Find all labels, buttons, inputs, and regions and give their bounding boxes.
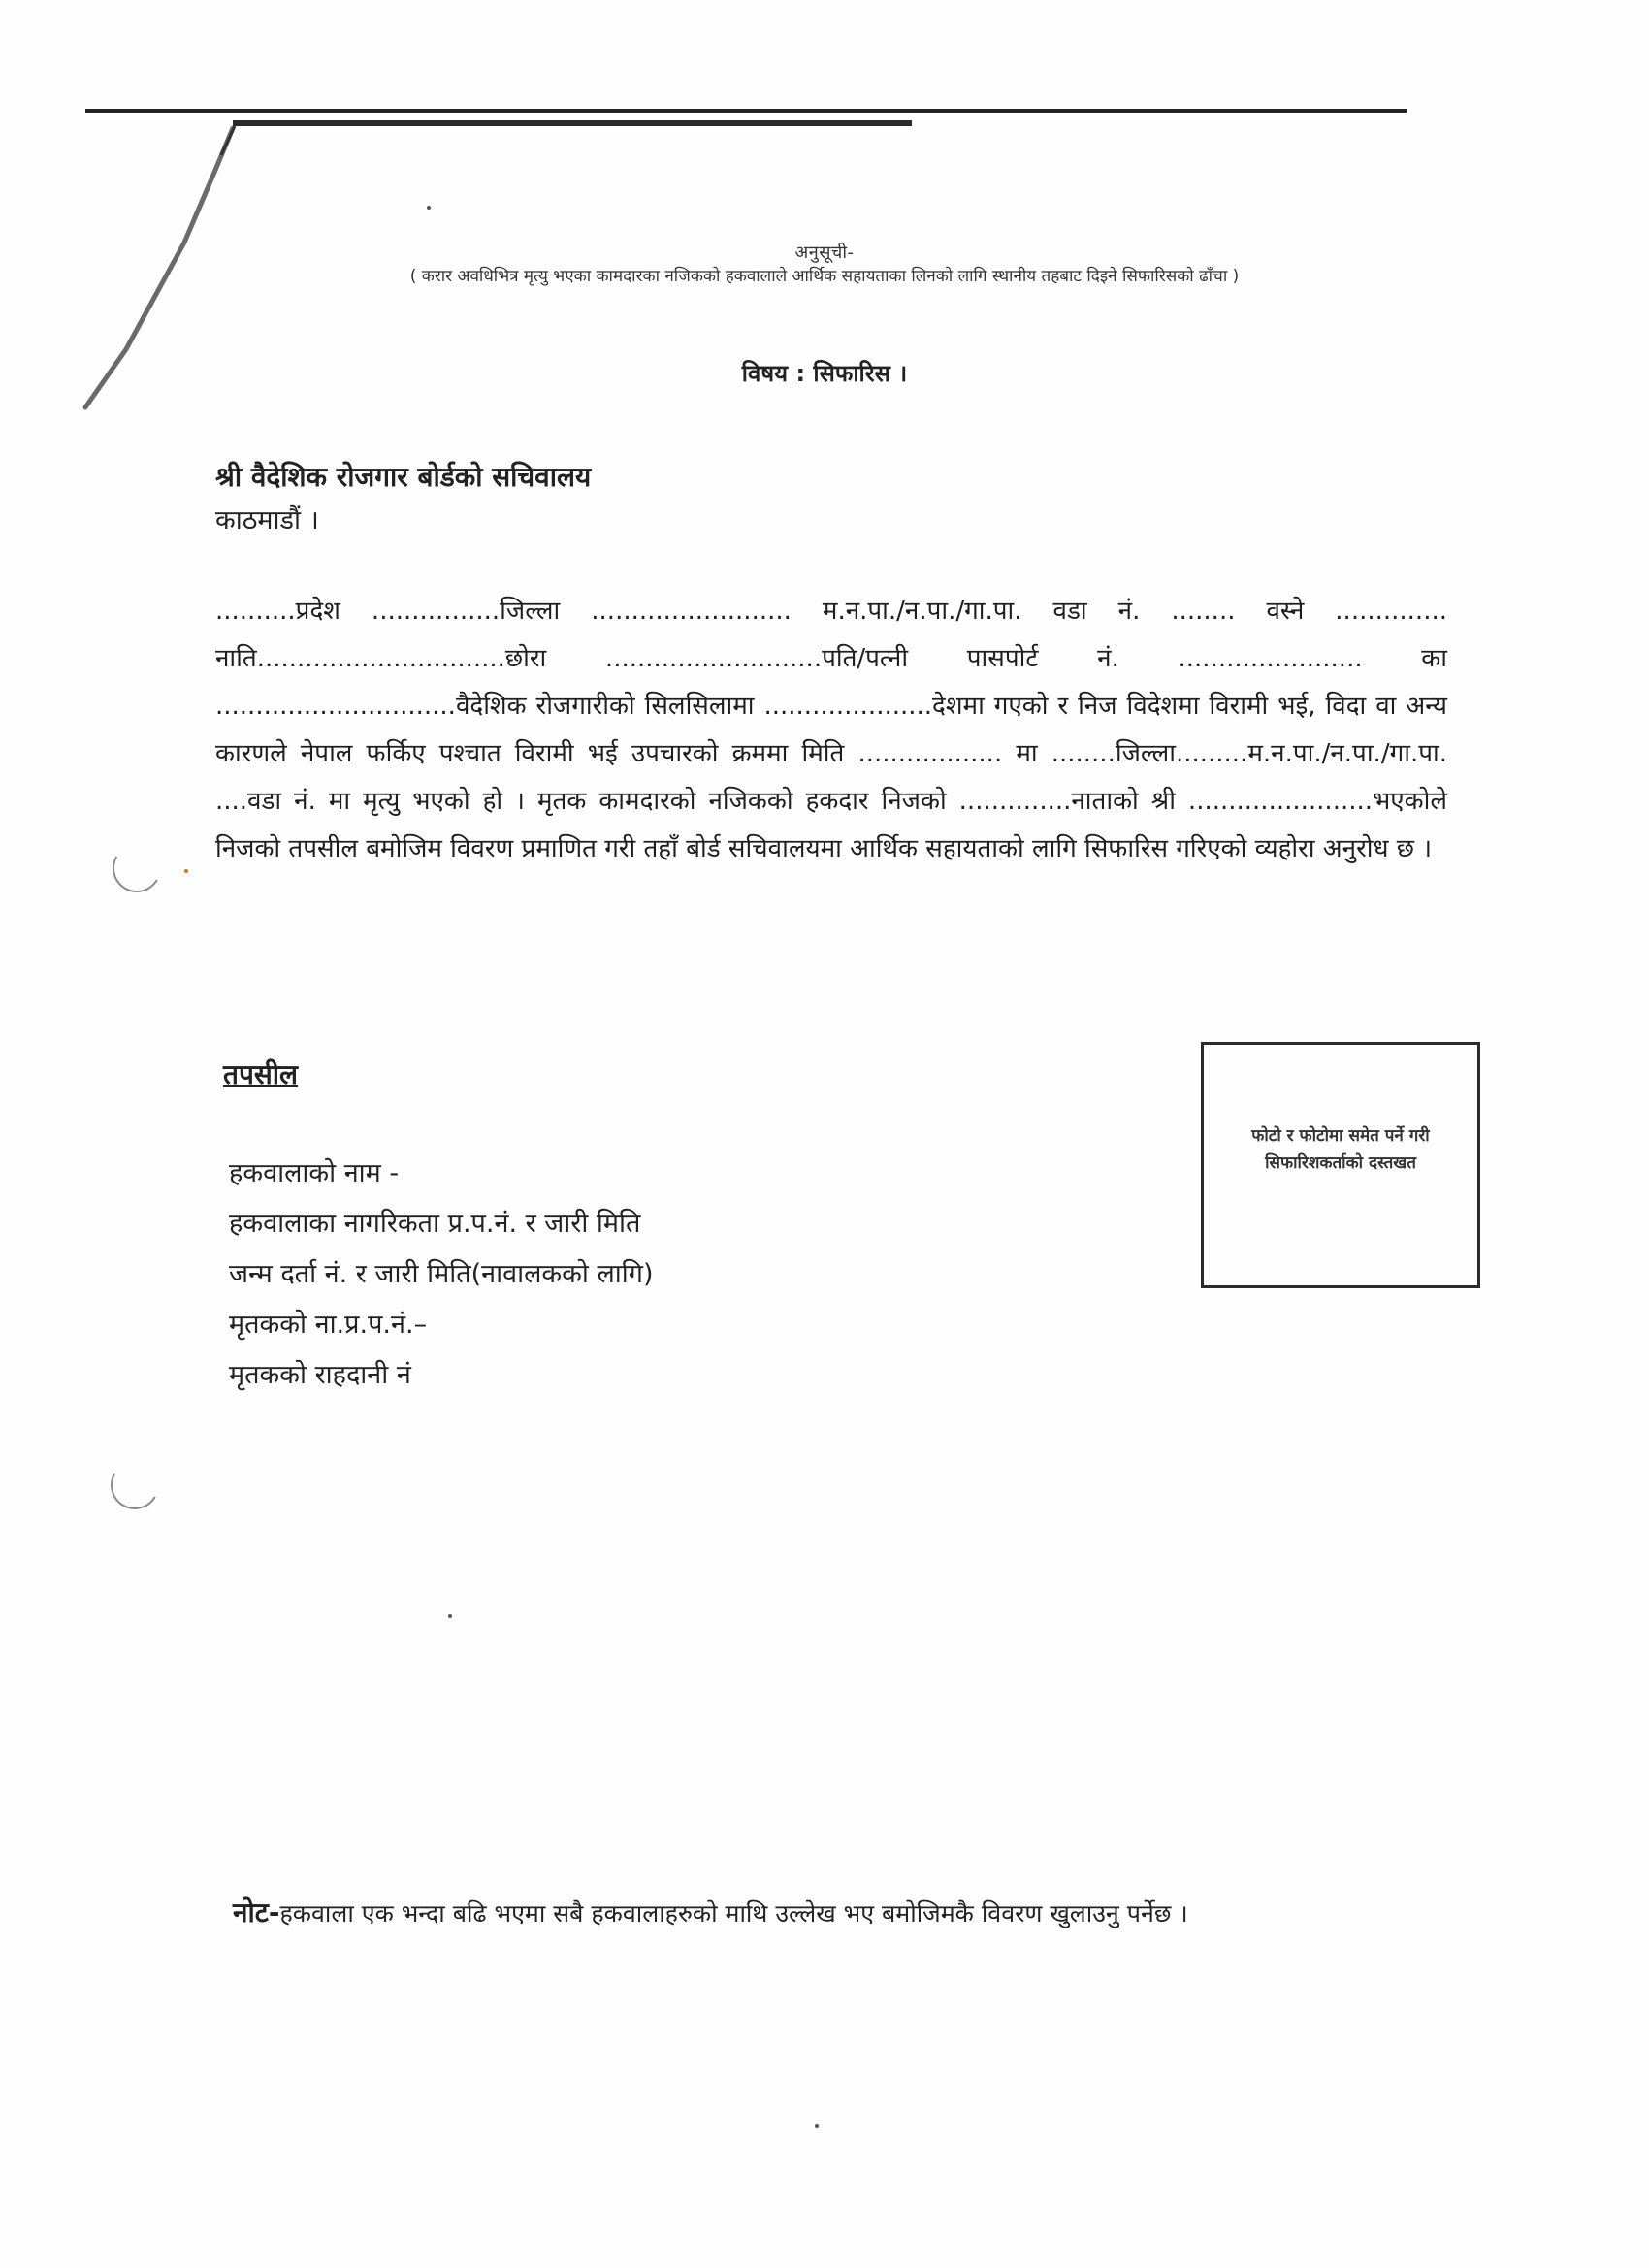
recommendation-body: ..........प्रदेश ................जिल्ला ......................... म.न.पा./न.पा./गा.पा. वडा नं. ........ वस्ने .............. नाति...............................छोरा ...........................पति/पत्नी पासपोर्ट नं. ....................... का ..............................वैदेशिक रोजगारीको सिलसिलामा .....................देशमा गएको र निज विदेशमा विरामी भई, विदा वा अन्य कारणले नेपाल फर्किए पश्चात विरामी भई उपचारको क्रममा मिति .................. मा ........जिल्ला.........म.न.पा./न.पा./गा.पा. ....वडा नं. मा मृत्यु भएको हो । मृतक कामदारको नजिकको हकदार निजको ..............नाताको श्री .......................भएकोले निजको तपसील बमोजिम विवरण प्रमाणित गरी तहाँ बोर्ड सचिवालयमा आर्थिक सहायताको लागि सिफारिस गरिएको व्यहोरा अनुरोध छ । — [215, 597, 1447, 863]
form-title: ( करार अवधिभित्र मृत्यु भएका कामदारका नजिकको हकवालाले आर्थिक सहायताका लिनको लागि स्थानीय तहबाट दिइने सिफारिसको ढाँचा ) — [409, 267, 1240, 286]
details-item-deceased-citizenship: मृतकको ना.प्र.प.नं.– — [229, 1310, 428, 1340]
scan-speck — [427, 206, 431, 210]
scan-speck — [815, 2124, 819, 2128]
photo-box-label: फोटो र फोटोमा समेत पर्ने गरी सिफारिशकर्ताको दस्तखत — [1251, 1126, 1430, 1173]
details-item-heir-citizenship: हकवालाका नागरिकता प्र.प.नं. र जारी मिति — [229, 1209, 641, 1239]
schedule-label: अनुसूची- — [794, 243, 855, 263]
photo-signature-box — [1201, 1042, 1480, 1288]
punch-hole-lower — [105, 1455, 164, 1514]
addressee-name: श्री वैदेशिक रोजगार बोर्डको सचिवालय — [215, 461, 592, 493]
details-item-heir-name: हकवालाको नाम - — [229, 1158, 400, 1188]
top-rule — [85, 109, 1406, 113]
addressee-block — [215, 456, 591, 541]
note-text: हकवाला एक भन्दा बढि भएमा सबै हकवालाहरुको माथि उल्लेख भए बमोजिमकै विवरण खुलाउनु पर्नेछ । — [279, 1899, 1188, 1928]
scan-speck — [184, 869, 188, 873]
top-rule-thick — [233, 120, 912, 126]
details-heading: तपसील — [223, 1058, 299, 1090]
footer-note — [233, 1894, 1455, 1930]
addressee-city: काठमाडौं । — [215, 504, 319, 535]
subject-line: विषय : सिफारिस । — [741, 360, 908, 387]
details-item-birth-registration: जन्म दर्ता नं. र जारी मिति(नावालकको लागि) — [229, 1259, 654, 1289]
punch-hole-upper — [107, 838, 166, 897]
scan-speck — [448, 1614, 452, 1618]
note-label: नोट- — [233, 1896, 280, 1928]
details-item-deceased-passport: मृतकको राहदानी नं — [229, 1360, 411, 1390]
details-list — [229, 1149, 654, 1401]
